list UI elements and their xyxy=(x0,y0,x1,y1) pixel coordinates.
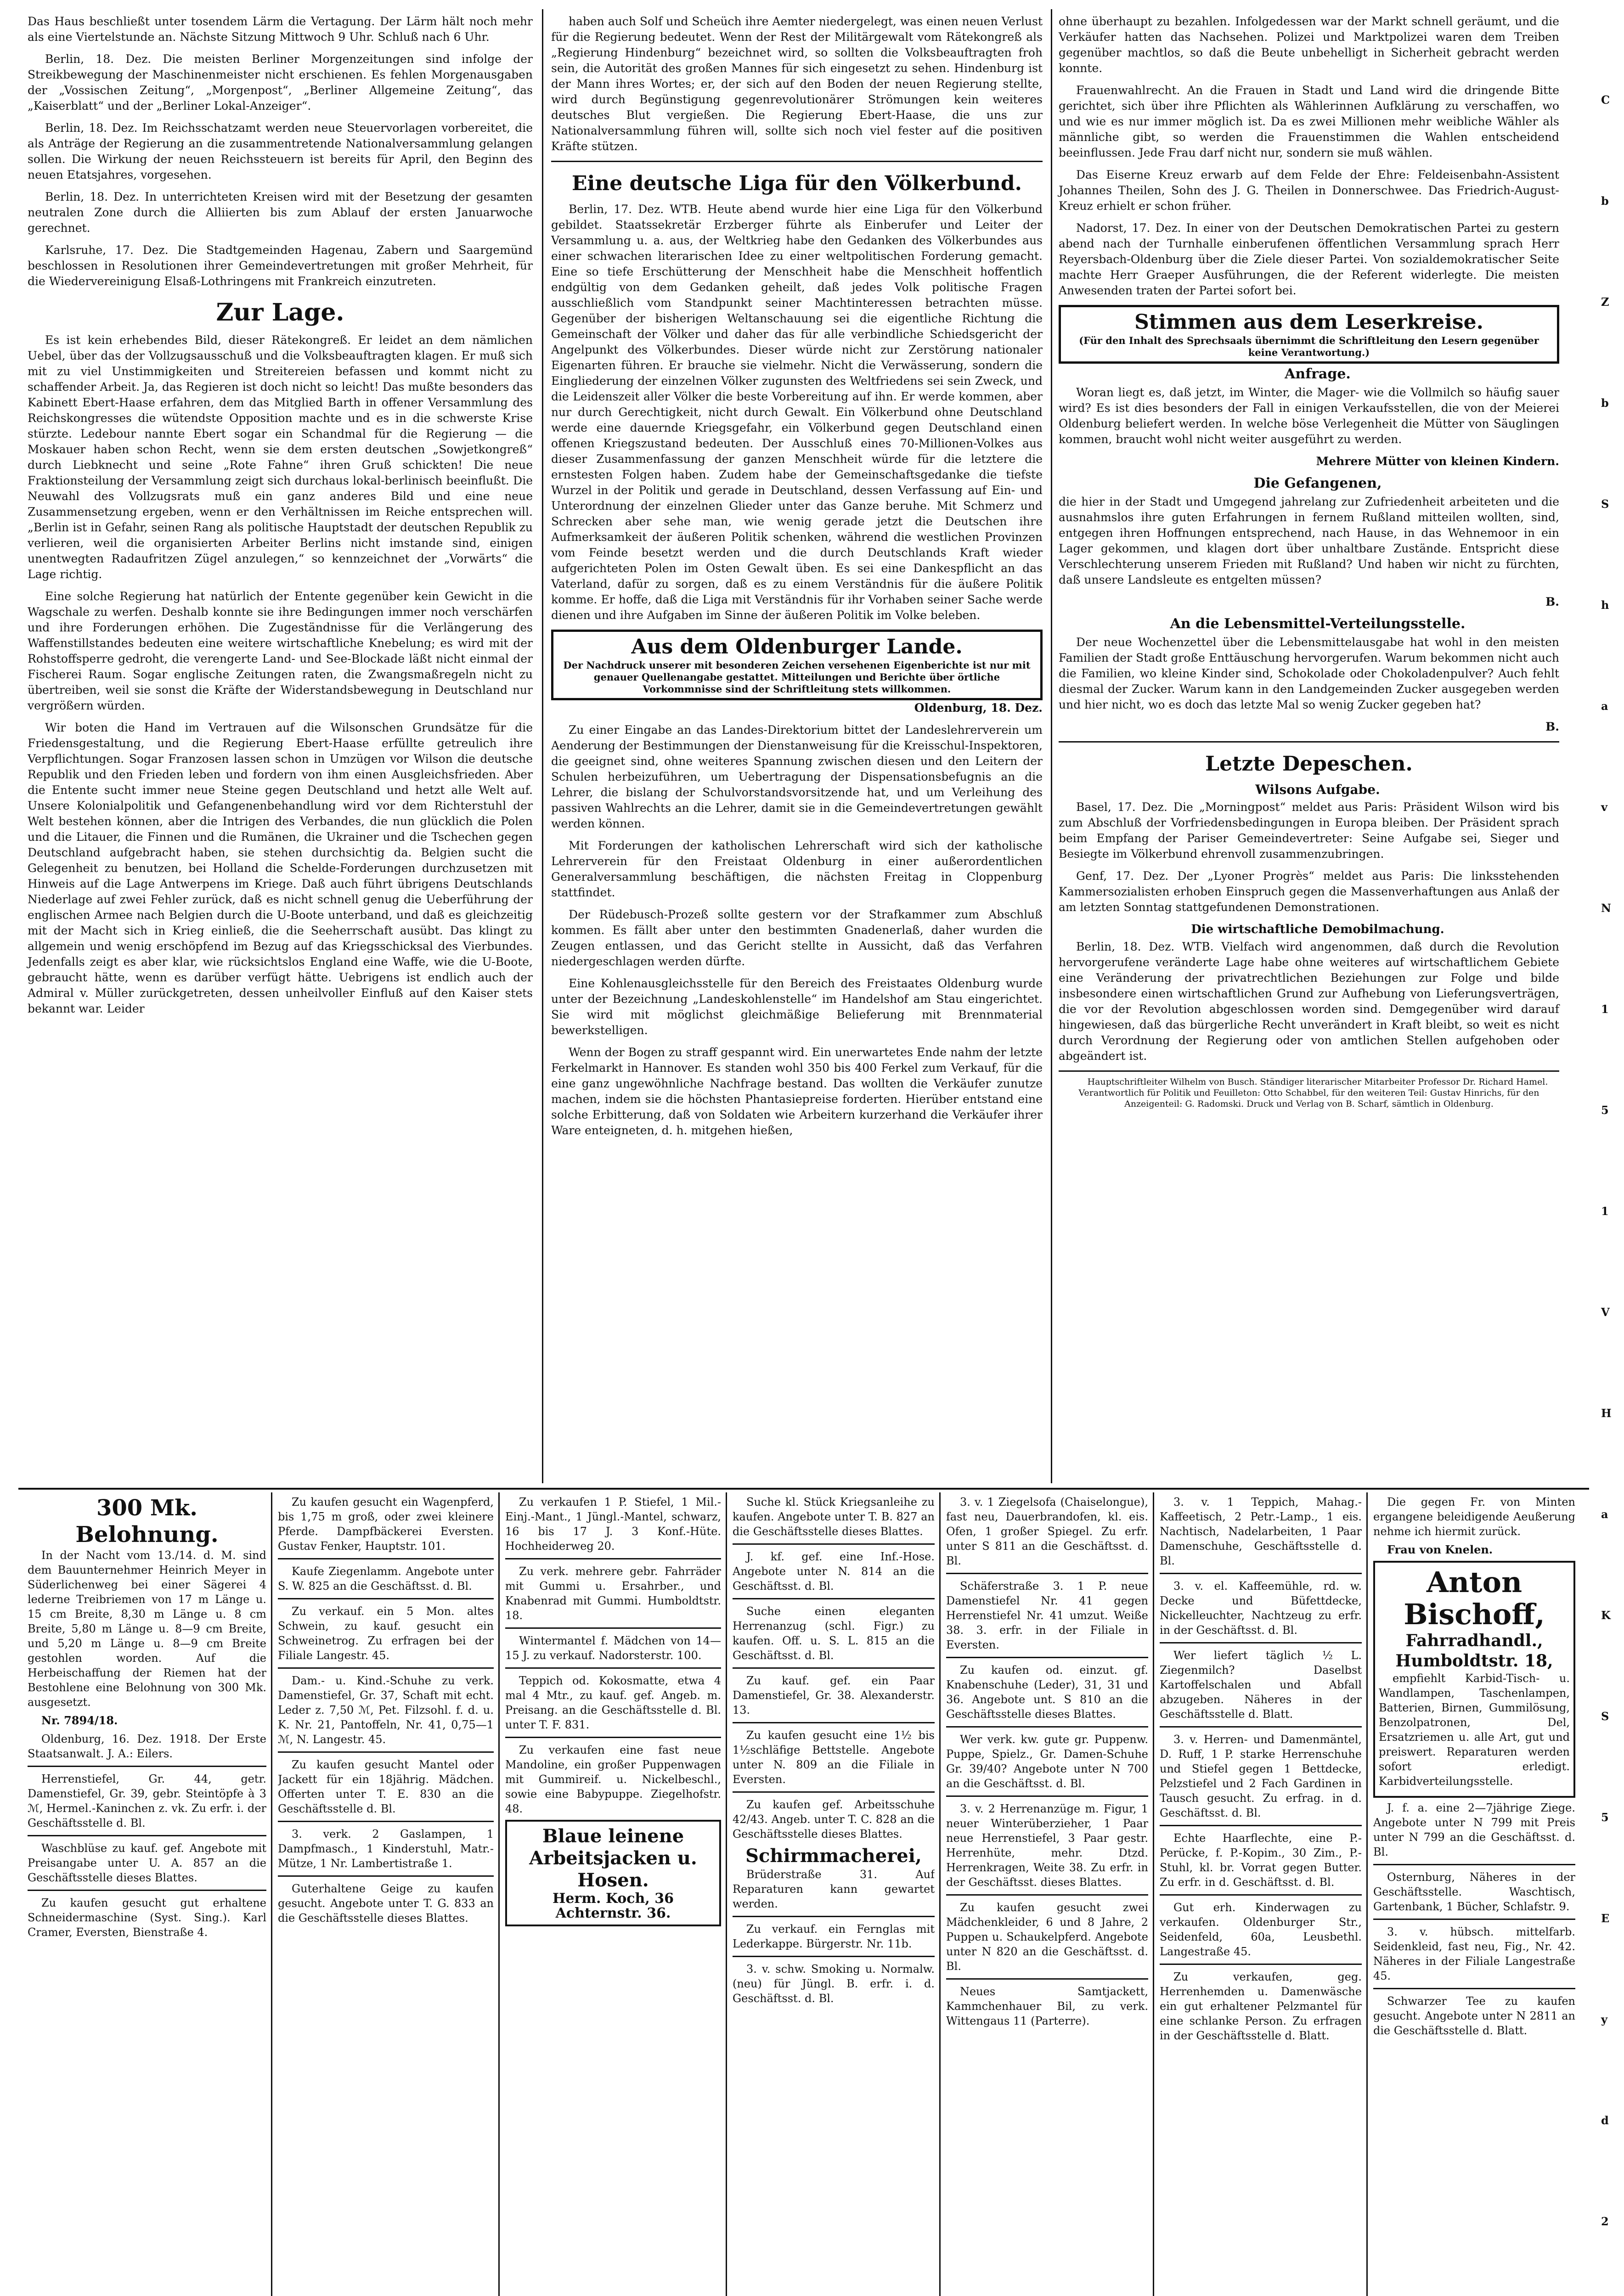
ad-text: Gut erh. Kinderwagen zu verkaufen. Oldenburger Str., Seidenfeld, 60a, Leusbethl. Langestraße 45. xyxy=(1160,1901,1362,1958)
subheadline: Die wirtschaftliche Demobilmachung. xyxy=(1191,923,1444,936)
divider xyxy=(505,1667,721,1669)
divider xyxy=(1160,1573,1362,1574)
subheadline: Anfrage. xyxy=(1285,366,1351,382)
ad-text: Zu kaufen gesucht gut erhaltene Schneidermaschine (Syst. Sing.). Karl Cramer, Eversten, Bienstraße 4. xyxy=(28,1896,266,1939)
ad-text: Oldenburg, 16. Dez. 1918. Der Erste Staatsanwalt. J. A.: Eilers. xyxy=(28,1733,266,1760)
divider xyxy=(551,161,1043,162)
ad-text: Neues Samtjackett, Kammchenhauer Bil, zu verk. Wittengaus 11 (Parterre). xyxy=(946,1985,1148,2027)
ad-text: Waschblüse zu kauf. gef. Angebote mit Preisangabe unter U. A. 857 an die Geschäftsstelle dieses Blattes. xyxy=(28,1842,266,1884)
edge-glyph: v xyxy=(1601,800,1607,814)
ad-text: Dam.- u. Kind.-Schuhe zu verk. Damenstiefel, Gr. 37, Schaft mit echt. Leder z. 7,50 ℳ, Pet. Filzsohl. f. d. u. K. Nr. 21, Pantoffeln, Nr. 41, 0,75—1 ℳ, N. Langestr. 45. xyxy=(278,1674,494,1746)
paragraph: Karlsruhe, 17. Dez. Die Stadtgemeinden Hagenau, Zabern und Saargemünd beschlossen in Resolutionen ihrer Gemeindevertretungen mit großer Mehrheit, für die Wiedervereinigung Elsaß-Lothringens mit Frankreich einzutreten. xyxy=(28,243,533,288)
section-note: Der Nachdruck unserer mit besonderen Zeichen versehenen Eigenberichte ist nur mit genauer Quellenangabe gestattet. Mitteilungen und Berichte über örtliche Vorkommnisse sind der Schriftleitung stets willkommen. xyxy=(563,659,1031,695)
paragraph: Berlin, 18. Dez. Im Reichsschatzamt werden neue Steuervorlagen vorbereitet, die als Anträge der Regierung an die zusammentretende Nationalversammlung gelangen sollen. Die Wirkung der neuen Reichssteuern ist bereits für April, den Beginn des neuen Etatsjahres, vorgesehen. xyxy=(28,121,533,181)
ad-text: Zu kaufen od. einzut. gf. Knabenschuhe (Leder), 31, 31 und 36. Angebote unt. S 810 an die Geschäftsstelle dieses Blattes. xyxy=(946,1664,1148,1721)
paragraph: Berlin, 17. Dez. WTB. Heute abend wurde hier eine Liga für den Völkerbund gebildet. Staatssekretär Erzberger führte als Einberufer und Leiter der Versammlung u. a. aus, der Weltkrieg habe den Gedanken des Völkerbundes aus einer schwachen literarischen Idee zu einer weltpolitischen Forderung gemacht. Eine so tiefe Erschütterung der Menschheit habe die Menschheit hoffentlich endgültig von dem Gedanken geheilt, daß jedes Volk politische Fragen ausschließlich vom Standpunkt seiner Machtinteressen betrachten müsse. Gegenüber der bisherigen Weltanschauung sei die eigentliche Richtung die Gemeinschaft der Völker und daher das für alle verbindliche Schiedsgericht der Angelpunkt des Völkerbundes. Dieser würde nicht zur Zerstörung nationaler Eigenarten führen. Er brauche sie vielmehr. Nicht die Verwässerung, sondern die Eingliederung der einzelnen Völker zugunsten des Weltfriedens sei sein Zweck, und die Leidenszeit aller Völker die beste Vorbereitung auf ihn. Er werde kommen, aber nur durch Gerechtigkeit, nicht durch Gewalt. Ein Völkerbund ohne Deutschland werde eine dauernde Kriegsgefahr, ein Völkerbund gegen Deutschland einen offenen Kriegszustand bedeuten. Der Ausschluß eines 70-Millionen-Volkes aus dieser Zusammenfassung der ganzen Menschheit würde für die letztere die ernstesten Folgen haben. Zudem habe der Gemeinschaftsgedanke die tiefste Wurzel in der Politik und gerade in Deutschland, dessen Verfassung auf Ein- und Unterordnung der einzelnen Glieder unter das Ganze beruhe. Mit Schmerz und Schrecken aber sehe man, wie wenig gerade jetzt die Deutschen ihre Aufmerksamkeit der äußeren Politik schenken, während die westlichen Provinzen vom Feinde besetzt werden und die durch Deutschlands Kraft wieder aufgerichteten Polen im Osten Gewalt üben. Es sei eine Dankespflicht an das Vaterland, dafür zu sorgen, daß es zu einem Verständnis für die äußere Politik komme. Er hoffe, daß die Liga mit Verständnis für ihr Vorhaben seiner Sache werde dienen und ihre Aufgaben im Sinne der äußeren Politik im Volke beleben. xyxy=(551,203,1043,622)
edge-glyph: 5 xyxy=(1601,1811,1609,1824)
divider xyxy=(946,1795,1148,1797)
ad-text: 3. v. hübsch. mittelfarb. Seidenkleid, fast neu, Fig., Nr. 42. Näheres in der Filiale Langestraße 45. xyxy=(1373,1925,1575,1982)
ad-text: Suche kl. Stück Kriegsanleihe zu kaufen. Angebote unter T. B. 827 an die Geschäftsstelle dieses Blattes. xyxy=(733,1496,935,1538)
paragraph: Es ist kein erhebendes Bild, dieser Rätekongreß. Er leidet an dem nämlichen Uebel, über das der Vollzugsausschuß und die Volksbeauftragten klagen. Er muß sich mit zu viel Unstimmigkeiten und Streitereien befassen und kommt nicht zu schaffender Arbeit. Ja, das Regieren ist doch nicht so leicht! Das mußte besonders das Kabinett Ebert-Haase erfahren, dem das Mitglied Barth in offener Versammlung des Reichskongresses die wütendste Opposition machte und es in die schwerste Krise stürzte. Ledebour nannte Ebert sogar ein Schandmal für die Regierung — die Moskauer haben schon Recht, wenn sie dem ersten deutschen „Sowjetkongreß“ durch Liebknecht und seine „Rote Fahne“ ihren Gruß schickten! Die neue Fraktionsteilung der Versammlung zeigt sich durchaus lokal-berlinisch beeinflußt. Die Neuwahl des Vollzugsrats muß ein ganz anderes Bild und eine neue Zusammensetzung ergeben, wenn er den Verhältnissen im Reiche entsprechen will. „Berlin ist in Gefahr, seinen Rang als politische Hauptstadt der deutschen Republik zu verlieren, weil die organisierten Arbeiter Berlins nicht imstande sind, einigen unentwegten Radaufritzen Zügel anzulegen,“ so kennzeichnet der „Vorwärts“ die Lage richtig. xyxy=(28,333,533,581)
divider xyxy=(505,1737,721,1738)
divider xyxy=(278,1821,494,1822)
ad-text: 3. v. el. Kaffeemühle, rd. w. Decke und Büfettdecke, Nickelleuchter, Nachtzeug zu erfr. in der Geschäftsst. d. Bl. xyxy=(1160,1580,1362,1637)
edge-glyph: Z xyxy=(1601,295,1609,309)
divider xyxy=(1160,1642,1362,1643)
ad-text: In der Nacht vom 13./14. d. M. sind dem Bauunternehmer Heinrich Meyer in Süderlichenweg bei einer Sägerei 4 lederne Treibriemen von 17 m Länge u. 15 cm Breite, 8,30 m Länge u. 8 cm Breite, 5,80 m Länge u. 8—9 cm Breite, und 5,20 m Länge u. 8—9 cm Breite gestohlen worden. Auf die Herbeischaffung der Riemen hat der Bestohlene eine Belohnung von 300 Mk. ausgesetzt. xyxy=(28,1549,266,1709)
edge-glyph: b xyxy=(1601,396,1609,410)
paragraph: Eine Kohlenausgleichsstelle für den Bereich des Freistaates Oldenburg wurde unter der Bezeichnung „Landeskohlenstelle“ im Handelshof am Stau eingerichtet. Sie wird mit möglichst gleichmäßige Belieferung mit Brennmaterial bewerkstelligen. xyxy=(551,977,1043,1037)
ad-divider xyxy=(1153,1492,1154,2296)
ad-box xyxy=(505,1820,721,1926)
ad-text: Zu verkaufen, geg. Herrenhemden u. Damenwäsche ein gut erhaltener Pelzmantel für eine schlanke Person. Zu erfragen in der Geschäftsstelle d. Blatt. xyxy=(1160,1970,1362,2042)
ad-text: 3. v. 1 Teppich, Mahag.-Kaffeetisch, 2 Petr.-Lamp., 1 eis. Nachtisch, Nadelarbeiten, 1 Paar Damenschuhe, Geschäftsstelle d. Bl. xyxy=(1160,1496,1362,1567)
ad-text: 3. v. Herren- und Damenmäntel, D. Ruff, 1 P. starke Herrenschuhe und Stiefel gegen 1 Bettdecke, Pelzstiefel und 2 Fach Gardinen in Tausch gesucht. Zu erfrag. in d. Geschäftsst. d. Bl. xyxy=(1160,1733,1362,1819)
column-divider xyxy=(542,9,543,1483)
paragraph: Frauenwahlrecht. An die Frauen in Stadt und Land wird die dringende Bitte gerichtet, sich über ihre Pflichten als Wählerinnen Aufklärung zu verschaffen, wo und wie es nur immer möglich ist. Da es zwei Millionen mehr weibliche Wähler als männliche gibt, so werden die Frauenstimmen die Wahlen entscheidend beeinflussen. Jede Frau darf nicht nur, sondern sie muß wählen. xyxy=(1059,84,1559,159)
ad-text: Guterhaltene Geige zu kaufen gesucht. Angebote unter T. G. 833 an die Geschäftsstelle dieses Blattes. xyxy=(278,1882,494,1925)
paragraph: ohne überhaupt zu bezahlen. Infolgedessen war der Markt schnell geräumt, und die Verkäufer hatten das Nachsehen. Polizei und Marktpolizei waren dem Treiben gegenüber machtlos, so daß die Beute unbehelligt in Sicherheit gebracht werden konnte. xyxy=(1059,15,1559,75)
signature: B. xyxy=(1545,595,1559,608)
divider xyxy=(733,1791,935,1793)
edge-glyph: y xyxy=(1601,2013,1607,2026)
ad-text: Schwarzer Tee zu kaufen gesucht. Angebote unter N 2811 an die Geschäftsstelle d. Blatt. xyxy=(1373,1995,1575,2037)
ad-text: Nr. 7894/18. xyxy=(41,1714,118,1727)
divider xyxy=(1373,1864,1575,1865)
column-3 xyxy=(1059,14,1559,1116)
ad-text: Brüderstraße 31. Auf Reparaturen kann gewartet werden. xyxy=(733,1868,935,1910)
ad-text: 3. v. schw. Smoking u. Normalw. (neu) für Jüngl. B. erfr. i. d. Geschäftsst. d. Bl. xyxy=(733,1963,935,2005)
divider xyxy=(1373,1988,1575,1989)
ad-text: Wintermantel f. Mädchen von 14—15 J. zu verkauf. Nadorsterstr. 100. xyxy=(505,1634,721,1662)
divider xyxy=(733,1598,935,1599)
ad-text: Suche einen eleganten Herrenanzug (schl. Figr.) zu kaufen. Off. u. S. L. 815 an die Geschäftsst. d. Bl. xyxy=(733,1605,935,1662)
edge-glyph: a xyxy=(1601,699,1608,713)
ads-divider xyxy=(18,1488,1589,1490)
paragraph: Berlin, 18. Dez. In unterrichteten Kreisen wird mit der Besetzung der gesamten neutralen Zone durch die Alliierten bis zum Ablauf der ersten Januarwoche gerechnet. xyxy=(28,190,533,235)
ad-text: Teppich od. Kokosmatte, etwa 4 mal 4 Mtr., zu kauf. gef. Angeb. m. Preisang. an die Geschäftsstelle d. Bl. unter T. F. 831. xyxy=(505,1674,721,1731)
divider xyxy=(278,1751,494,1753)
divider xyxy=(1059,741,1559,743)
paragraph: haben auch Solf und Scheüch ihre Aemter niedergelegt, was einen neuen Verlust für die Regierung bedeutet. Wenn der Rest der Militärgewalt vom Rätekongreß als „Regierung Hindenburg“ bezeichnet wird, so sollten die Volksbeauftragten froh sein, die Autorität des großen Mannes für sich eingesetzt zu sehen. Hindenburg ist der Mann ihres Wortes; er, der sich auf den Boden der neuen Regierung stellte, wird durch Begünstigung gegenrevolutionärer Strömungen kein weiteres deutsches Blut vergießen. Die Regierung Ebert-Haase, die uns zur Nationalversammlung führen will, sollte sich noch viel fester auf die positiven Kräfte stützen. xyxy=(551,15,1043,153)
ad-title: Anton Bischoff, xyxy=(1404,1565,1545,1631)
edge-glyph: 2 xyxy=(1601,2215,1609,2228)
ad-column-6 xyxy=(1160,1495,1362,2296)
divider xyxy=(1160,1825,1362,1826)
ad-column-1 xyxy=(28,1495,266,2296)
column-1 xyxy=(28,14,533,1023)
headline-liga: Eine deutsche Liga für den Völkerbund. xyxy=(572,172,1022,195)
ad-text: Zu verkauf. ein 5 Mon. altes Schwein, zu kauf. gesucht ein Schweinetrog. Zu erfragen bei der Filiale Langestr. 45. xyxy=(278,1605,494,1662)
signature: Frau von Knelen. xyxy=(1387,1543,1493,1556)
paragraph: Mit Forderungen der katholischen Lehrerschaft wird sich der katholische Lehrerverein für den Freistaat Oldenburg in einer außerordentlichen Generalversammlung beschäftigen, die nächsten Freitag in Cloppenburg stattfindet. xyxy=(551,839,1043,899)
ad-text: 3. v. 1 Ziegelsofa (Chaiselongue), fast neu, Dauerbrandofen, kl. eis. Ofen, 1 großer Spiegel. Zu erfr. unter S 811 an die Geschäftsst. d. Bl. xyxy=(946,1496,1148,1567)
paragraph: Berlin, 18. Dez. WTB. Vielfach wird angenommen, daß durch die Revolution hervorgerufene veränderte Lage habe ohne weiteres auf wirtschaftlichem Gebiete eine Veränderung der privatrechtlichen Beziehungen zur Folge und bilde insbesondere einen wirtschaftlichen Grund zur Aufhebung von Lieferungsverträgen, die vor der Revolution abgeschlossen worden sind. Demgegenüber wird darauf hingewiesen, daß das bürgerliche Recht unverändert in Kraft bleibt, so weit es nicht durch Verordnung der Regierung oder von amtlichen Stellen aufgehoben oder abgeändert ist. xyxy=(1059,940,1559,1063)
ad-box xyxy=(1373,1561,1575,1798)
ad-text: Zu kauf. gef. ein Paar Damenstiefel, Gr. 38. Alexanderstr. 13. xyxy=(733,1674,935,1716)
ad-divider xyxy=(1366,1492,1368,2296)
edge-glyph: 1 xyxy=(1601,1204,1609,1218)
edge-glyph: a xyxy=(1601,1508,1608,1521)
divider xyxy=(1160,1726,1362,1728)
divider xyxy=(946,1894,1148,1896)
signature: B. xyxy=(1545,720,1559,733)
divider xyxy=(733,1956,935,1957)
paragraph: Wir boten die Hand im Vertrauen auf die Wilsonschen Grundsätze für die Friedensgestaltung, und die Regierung Ebert-Haase erfüllte getreulich ihre Verpflichtungen. Sogar Franzosen lassen schon in Umzügen vor Wilson die deutsche Republik und den Frieden leben und fordern von ihm einen Ausgleichsfrieden. Aber die Entente sucht immer neue Steine gegen Deutschland und hetzt alle Welt auf. Unsere Kolonialpolitik und Gefangenenbehandlung wird vor dem Richterstuhl der Welt bestehen können, aber die Intrigen des Verbandes, die nun glücklich die Polen und die Litauer, die Finnen und die Rumänen, die Ukrainer und die Tschechen gegen Deutschland aufgebracht haben, sie stehen durchsichtig da. Belgien sucht die Gelegenheit zu benutzen, bei Holland die Schelde-Forderungen durchzusetzen mit Hinweis auf die Lage Antwerpens im Kriege. Daß auch führt übrigens Deutschlands Niederlage auf zwei Fehler zurück, daß es nicht schnell genug die Ueberführung der englischen Armee nach Belgien durch die U-Boote unterband, und daß es gleichzeitig mit der Macht sich in Krieg einließ, die die Seeherrschaft ausübt. Das klingt zu allgemein und wenig erschöpfend im Bezug auf das Kriegsschicksal des Vierbundes. Jedenfalls zeigt es aber klar, wie rücksichtslos England eine Waffe, wie die U-Boote, gebraucht hätte, wenn es darüber verfügt hätte. Uebrigens ist endlich auch der Admiral v. Müller zurückgetreten, dessen unheilvoller Einfluß auf den Kaiser stets bekannt war. Leider xyxy=(28,721,533,1015)
edge-glyph: 1 xyxy=(1601,1002,1609,1016)
ad-divider xyxy=(726,1492,727,2296)
ad-text: Zu verk. mehrere gebr. Fahrräder mit Gummi u. Ersahrber., und Knabenrad mit Gummi. Humboldtstr. 18. xyxy=(505,1565,721,1622)
paragraph: Eine solche Regierung hat natürlich der Entente gegenüber kein Gewicht in die Wagschale zu werfen. Deshalb konnte sie ihre Bedingungen immer noch verschärfen und ihre Forderungen erhöhen. Die Zugeständnisse für die Verlängerung des Waffenstillstandes bedeuten eine weitere wirtschaftliche Knebelung; es wird mit der Rohstoffsperre gedroht, die verengerte Land- und See-Blockade läßt nicht einmal der Fischerei Raum. Sogar englische Zeitungen raten, die Zwangsmaßregeln nicht zu übertreiben, weil sie sonst die Kräfte der Widerstandsbewegung in Deutschland nur vergrößern würden. xyxy=(28,590,533,712)
column-2 xyxy=(551,14,1043,1145)
ad-text: Zu kaufen gesucht Mantel oder Jackett für ein 18jährig. Mädchen. Offerten unter T. E. 830 an die Geschäftsstelle d. Bl. xyxy=(278,1758,494,1815)
edge-glyph: S xyxy=(1601,497,1609,511)
edge-glyph: H xyxy=(1601,1407,1612,1420)
ad-divider xyxy=(271,1492,272,2296)
divider xyxy=(946,1657,1148,1658)
ad-column-7 xyxy=(1373,1495,1575,2296)
edge-glyph: K xyxy=(1601,1609,1611,1622)
ad-column-4 xyxy=(733,1495,935,2296)
divider xyxy=(733,1667,935,1669)
paragraph: Wenn der Bogen zu straff gespannt wird. Ein unerwartetes Ende nahm der letzte Ferkelmarkt in Hannover. Es standen wohl 350 bis 400 Ferkel zum Verkauf, für die eine ganz ungewöhnliche Nachfrage bestand. Das wollten die Verkäufer zunutze machen, indem sie die höchsten Phantasiepreise forderten. Hierüber entstand eine solche Erbitterung, daß von Soldaten wie Arbeitern kurzerhand die Verkäufer ihrer Ware enteigneten, d. h. mitgehen hießen, xyxy=(551,1046,1043,1137)
ad-text: J. f. a. eine 2—7jährige Ziege. Angebote unter N 799 mit Preis unter N 799 an die Geschäftsst. d. Bl. xyxy=(1373,1801,1575,1858)
edge-glyph: b xyxy=(1601,194,1609,208)
ad-text: Zu kaufen gesucht ein Wagenpferd, bis 1,75 m groß, oder zwei kleinere Pferde. Dampfbäckerei Eversten. Gustav Fenker, Hauptstr. 101. xyxy=(278,1496,494,1553)
paragraph: Der neue Wochenzettel über die Lebensmittelausgabe hat wohl in den meisten Familien der Stadt große Enttäuschung hervorgerufen. Warum bekommen nicht auch die Familien, wo kleine Kinder sind, Schokolade oder Chokoladenpulver? Auch fehlt diesmal der Zucker. Warum kann in den Landgemeinden Zucker ausgegeben werden und hier nicht, wo es doch das letzte Mal so wenig Zucker gegeben hat? xyxy=(1059,636,1559,711)
divider xyxy=(28,1766,266,1767)
paragraph: Nadorst, 17. Dez. In einer von der Deutschen Demokratischen Partei zu gestern abend nach der Turnhalle einberufenen öffentlichen Versammlung sprach Herr Reyersbach-Oldenburg über die Ziele dieser Partei. Von sozialdemokratischer Seite machte Herr Graeper Ausführungen, die der Referent widerlegte. Die meisten Anwesenden traten der Partei sofort bei. xyxy=(1059,221,1559,297)
edge-glyph: d xyxy=(1601,2114,1609,2127)
ad-text: 3. v. 2 Herrenanzüge m. Figur, 1 neuer Winterüberzieher, 1 Paar neue Herrenstiefel, 3 Paar gestr. Herrenhüte, mehr. Dtzd. Herrenkragen, Weite 38. Zu erfr. in der Geschäftsst. dieses Blattes. xyxy=(946,1802,1148,1889)
divider xyxy=(946,1573,1148,1574)
divider xyxy=(278,1598,494,1599)
edge-glyph: h xyxy=(1601,598,1609,612)
divider xyxy=(1059,1070,1559,1072)
divider xyxy=(1373,1919,1575,1920)
ad-text: Zu kaufen gesucht zwei Mädchenkleider, 6 und 8 Jahre, 2 Puppen u. Schaukelpferd. Angebote unter N 820 an die Geschäftsst. d. Bl. xyxy=(946,1901,1148,1973)
edge-glyph: V xyxy=(1601,1306,1610,1319)
divider xyxy=(278,1558,494,1559)
divider xyxy=(946,1726,1148,1728)
paragraph: Das Eiserne Kreuz erwarb auf dem Felde der Ehre: Feldeisenbahn-Assistent Johannes Theilen, Sohn des J. G. Theilen in Donnerschwee. Das Friedrich-August-Kreuz erhielt er schon früher. xyxy=(1059,168,1559,213)
divider xyxy=(278,1667,494,1669)
divider xyxy=(278,1875,494,1877)
subheadline: Wilsons Aufgabe. xyxy=(1255,782,1380,797)
headline-letzte-depeschen: Letzte Depeschen. xyxy=(1205,752,1413,776)
ad-text: Echte Haarflechte, eine P.-Perücke, f. P.-Kopim., 30 Zim., P.-Stuhl, kl. br. Vorrat gegen Butter. Zu erfr. in d. Geschäftsst. d. Bl. xyxy=(1160,1832,1362,1889)
headline-stimmen: Stimmen aus dem Leserkreise. xyxy=(1134,310,1483,334)
ad-text: Zu verkaufen 1 P. Stiefel, 1 Mil.-Einj.-Mant., 1 Jüngl.-Mantel, schwarz, 16 bis 17 J. 3 Konf.-Hüte. Hochheiderweg 20. xyxy=(505,1496,721,1553)
divider xyxy=(733,1543,935,1545)
ad-text: Wer verk. kw. gute gr. Puppenw. Puppe, Spielz., Gr. Damen-Schuhe Gr. 39/40? Angebote unter N 700 an die Geschäftsst. d. Bl. xyxy=(946,1733,1148,1790)
edge-glyph: S xyxy=(1601,1710,1609,1723)
dateline: Oldenburg, 18. Dez. xyxy=(914,701,1043,715)
headline-zur-lage: Zur Lage. xyxy=(216,298,344,326)
ad-text: J. kf. gef. eine Inf.-Hose. Angebote unter N. 814 an die Geschäftsst. d. Bl. xyxy=(733,1550,935,1593)
edge-glyph: 5 xyxy=(1601,1103,1609,1117)
paragraph: Das Haus beschließt unter tosendem Lärm die Vertagung. Der Lärm hält noch mehr als eine Viertelstunde an. Nächste Sitzung Mittwoch 9 Uhr. Schluß nach 6 Uhr. xyxy=(28,15,533,44)
ad-text: 3. verk. 2 Gaslampen, 1 Dampfmasch., 1 Kinderstuhl, Matr.-Mütze, 1 Nr. Lambertistraße 1. xyxy=(278,1828,494,1870)
paragraph: Berlin, 18. Dez. Die meisten Berliner Morgenzeitungen sind infolge der Streikbewegung der Maschinenmeister nicht erschienen. Es fehlen Morgenausgaben der „Vossischen Zeitung“, „Morgenpost“, „Berliner Allgemeine Zeitung“, das „Kaiserblatt“ und der „Berliner Lokal-Anzeiger“. xyxy=(28,52,533,113)
ad-title: Blaue leinene Arbeitsjacken u. Hosen. xyxy=(529,1825,697,1891)
ad-column-5 xyxy=(946,1495,1148,2296)
ad-text: Herrenstiefel, Gr. 44, getr. Damenstiefel, Gr. 39, gebr. Steintöpfe à 3 ℳ, Hermel.-Kaninchen z. vk. Zu erfr. i. der Geschäftsstelle d. Bl. xyxy=(28,1773,266,1829)
ad-title: Schirmmacherei, xyxy=(745,1845,922,1867)
ad-text: Zu kaufen gesucht eine 1½ bis 1½schläfige Bettstelle. Angebote unter N. 809 an die Filiale in Eversten. xyxy=(733,1729,935,1786)
ad-text: Die gegen Fr. von Minten ergangene beleidigende Aeußerung nehme ich hiermit zurück. xyxy=(1373,1496,1575,1538)
section-note: (Für den Inhalt des Sprechsaals übernimmt die Schriftleitung den Lesern gegenüber keine Verantwortung.) xyxy=(1079,335,1539,358)
paragraph: Der Rüdebusch-Prozeß sollte gestern vor der Strafkammer zum Abschluß kommen. Es fällt aber unter den bestimmten Gnadenerlaß, daher wurden die Zeugen entlassen, und das Gericht stellte in Aussicht, daß das Verfahren niedergeschlagen werden dürfte. xyxy=(551,908,1043,968)
impressum: Hauptschriftleiter Wilhelm von Busch. Ständiger literarischer Mitarbeiter Professor Dr. Richard Hamel. Verantwortlich für Politik und Feuilleton: Otto Schabbel, für den weiteren Teil: Gustav Hinrichs, für den Anzeigenteil: G. Radomski. Druck und Verlag von B. Scharf, sämtlich in Oldenburg. xyxy=(1078,1077,1548,1109)
adjacent-page-edge xyxy=(1592,0,1624,2296)
divider xyxy=(946,1978,1148,1980)
ad-subtitle: Fahrradhandl., Humboldtstr. 18, xyxy=(1395,1631,1553,1671)
subheadline: An die Lebensmittel-Verteilungsstelle. xyxy=(1170,616,1466,632)
ad-column-3 xyxy=(505,1495,721,2296)
section-header-box xyxy=(551,630,1043,700)
edge-glyph: N xyxy=(1601,901,1611,915)
signature: Mehrere Mütter von kleinen Kindern. xyxy=(1316,455,1559,468)
ad-text: Herm. Koch, 36 Achternstr. 36. xyxy=(552,1891,674,1921)
ad-divider xyxy=(939,1492,941,2296)
ad-text: Zu verkauf. ein Fernglas mit Lederkappe. Bürgerstr. Nr. 11b. xyxy=(733,1923,935,1950)
ad-divider xyxy=(498,1492,500,2296)
divider xyxy=(505,1627,721,1629)
divider xyxy=(733,1722,935,1723)
column-divider xyxy=(1051,9,1052,1483)
edge-glyph: E xyxy=(1601,1912,1610,1925)
ad-column-2 xyxy=(278,1495,494,2296)
subheadline: Die Gefangenen, xyxy=(1253,475,1382,491)
ad-text: Osternburg, Näheres in der Geschäftsstelle. Waschtisch, Gartenbank, 1 Bücher, Schlafstr. 9. xyxy=(1373,1871,1575,1913)
divider xyxy=(733,1916,935,1917)
divider xyxy=(28,1890,266,1891)
paragraph: Zu einer Eingabe an das Landes-Direktorium bittet der Landeslehrerverein um Aenderung der Bestimmungen der Dienstanweisung für die Kreisschul-Inspektoren, die geeignet sind, ohne weiteres Spannung zwischen diesen und den Leitern der Schulen herbeizuführen, um Uebertragung der Dispensationsbefugnis an die Lehrer, die bislang der Schulvorstandsvorsitzende hat, und um Verleihung des passiven Wahlrechts an die Lehrer, damit sie in die Gemeindevertretungen gewählt werden können. xyxy=(551,723,1043,830)
divider xyxy=(1160,1964,1362,1965)
paragraph: die hier in der Stadt und Umgegend jahrelang zur Zufriedenheit arbeiteten und die ausnahmslos ihre guten Erfahrungen in fernem Rußland mitteilen wollten, sind, entgegen ihren Hoffnungen entsprechend, nach Hause, in das Wehnemoor in ein Lager gekommen, und klagen dort über unhaltbare Zustände. Entspricht diese Verschlechterung unserem Frieden mit Rußland? Und haben wir nicht zu fürchten, daß unsere Landsleute es entgelten müssen? xyxy=(1059,495,1559,586)
divider xyxy=(505,1558,721,1559)
divider xyxy=(1160,1894,1362,1896)
ad-text: Zu kaufen gef. Arbeitsschuhe 42/43. Angeb. unter T. C. 828 an die Geschäftsstelle dieses Blattes. xyxy=(733,1798,935,1840)
divider xyxy=(28,1835,266,1836)
ad-text: Wer liefert täglich ½ L. Ziegenmilch? Daselbst Kartoffelschalen und Abfall abzugeben. Näheres in der Geschäftsstelle d. Blatt. xyxy=(1160,1649,1362,1721)
ad-text: empfiehlt Karbid-Tisch- u. Wandlampen, Taschenlampen, Batterien, Birnen, Gummilösung, Benzolpatronen, Del, Ersatzriemen u. alle Art, gut und preiswert. Reparaturen werden sofort erledigt. Karbidverteilungsstelle. xyxy=(1379,1672,1570,1788)
paragraph: Genf, 17. Dez. Der „Lyoner Progrès“ meldet aus Paris: Die linksstehenden Kammersozialisten erhoben Einspruch gegen die Massenverhaftungen aus Anlaß der am letzten Sonntag stattgefundenen Demonstrationen. xyxy=(1059,869,1559,914)
ad-title: 300 Mk. Belohnung. xyxy=(75,1495,219,1548)
ad-text: Zu verkaufen eine fast neue Mandoline, ein großer Puppenwagen mit Gummireif. u. Nickelbeschl., sowie eine Babypuppe. Ziegelhofstr. 48. xyxy=(505,1744,721,1815)
paragraph: Woran liegt es, daß jetzt, im Winter, die Mager- wie die Vollmilch so häufig sauer wird? Es ist dies besonders der Fall in einigen Verkaufsstellen, die von der Meierei Oldenburg beliefert werden. In welche böse Verlegenheit die Mütter von Säuglingen kommen, braucht wohl nicht weiter ausgeführt zu werden. xyxy=(1059,386,1559,446)
section-header-box xyxy=(1059,305,1559,364)
ad-text: Kaufe Ziegenlamm. Angebote unter S. W. 825 an die Geschäftsst. d. Bl. xyxy=(278,1565,494,1593)
ad-text: Schäferstraße 3. 1 P. neue Damenstiefel Nr. 41 gegen Herrenstiefel Nr. 41 umzut. Weiße 38. 3. erfr. in der Filiale in Eversten. xyxy=(946,1580,1148,1651)
headline-oldenburger-lande: Aus dem Oldenburger Lande. xyxy=(631,635,963,658)
edge-glyph: C xyxy=(1601,93,1610,107)
paragraph: Basel, 17. Dez. Die „Morningpost“ meldet aus Paris: Präsident Wilson wird bis zum Abschluß der Vorfriedensbedingungen in Europa bleiben. Der Präsident sprach beim Empfang der Pariser Gemeindevertreter: Seine Aufgabe sei, Sieger und Besiegte im Völkerbund ehrenvoll zusammenzubringen. xyxy=(1059,800,1559,861)
